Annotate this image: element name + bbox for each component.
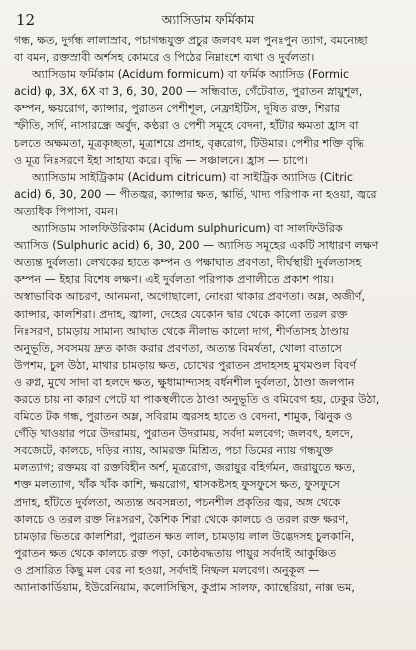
text-line: কম্পন, ক্ষয়রোগ, ক্যান্সার, পুরাতন পেশীশূল, নেফ্রাইটিস, দূষিত রক্ত, শিরার <box>14 102 340 116</box>
text-line: অনুভূতি, সবসময় দ্রুত কাজ করার প্রবণতা, অত্যন্ত বিমর্ষতা, খোলা বাতাসে <box>14 341 342 355</box>
text-line: অত্যন্ত দুর্বলতা। লেখকের হাতে কম্পন ও পক্ষাঘাত প্রবণতা, দীর্ঘস্থায়ী দুর্বলতাসহ <box>14 256 362 270</box>
text-line: অস্বাভাবিক আচরণ, আনমনা, অগোছালো, নোংরা থাকার প্রবণতা। অম্ল, অজীর্ণ, <box>14 290 366 304</box>
entry-formicum-heading: অ্যাসিডাম ফর্মিকাম (Acidum formicum) বা ফর্মিক অ্যাসিড (Formic <box>32 68 350 82</box>
text-line: ও মূত্র নিঃসরণে ইহা সাহায্য করে। বৃদ্ধি — সঞ্চালনে। হ্রাস — চাপে। <box>14 153 308 167</box>
text-line: চামড়ার ভিতরে কালশিরা, পুরাতন ক্ষত লাল, চামড়ায় লাল উদ্ভেদসহ চুলকানি, <box>14 529 355 543</box>
text-line: স্ফীতি, সর্দি, নাসারন্ধ্রে অর্বুদ, কণ্ঠরা ও পেশী সমূহে বেদনা, হাঁটার ক্ষমতা হ্রাস বা <box>14 119 359 133</box>
text-line: acid) φ, 3X, 6X বা 3, 6, 30, 200 — সন্ধিবাত, গেঁটেবাত, পুরাতন স্নায়ুশূল, <box>14 85 363 99</box>
text-line: অ্যানাকার্ডিয়াম, ইউরেনিয়াম, কলোসিন্থিস, কুপ্রাম সালফ, ক্যান্থেরিয়া, নাক্স ভম, <box>14 581 355 594</box>
text-line: মলত্যাগ; রক্তময় বা রক্তবিহীন অর্শ, মূত্ররোগ, জরায়ুর বহির্গমন, জরায়ুতে ক্ষত, <box>14 461 356 475</box>
body-text <box>14 32 402 596</box>
text-line: ক্যান্সার, কালশিরা। প্রদাহ, জ্বালা, দেহের যেকোন দ্বার থেকে কালো তরল রক্ত <box>14 307 348 321</box>
text-line: কম্পন — ইহার বিশেষ লক্ষণ। এই দুর্বলতা পরিপাক প্রণালীতে প্রকাশ পায়। <box>14 273 334 287</box>
page-number: 12 <box>16 11 36 29</box>
text-line: পুরাতন ক্ষত থেকে কালচে রক্ত পড়া, কোষ্ঠবদ্ধতায় পায়ুর সর্বদাই আকুঞ্চিত <box>14 546 337 560</box>
text-line: শক্ত মলত্যাগ, খাঁক খাঁক কাশি, ক্ষয়রোগ, শ্বাসকষ্টসহ ফুসফুসে ক্ষত, ফুসফুসে <box>14 478 340 492</box>
entry-citricum-heading: অ্যাসিডাম সাইট্রিকাম (Acidum citricum) বা সাইট্রিক অ্যাসিড (Citric <box>32 170 353 184</box>
text-line: অ্যাসিড (Sulphuric acid) 6, 30, 200 — অ্যাসিড সমূহের একটি সাধারণ লক্ষণ <box>14 239 379 253</box>
page-header <box>14 10 402 30</box>
text-line: চলতে অক্ষমতা, মূত্রকৃচ্ছতা, মূত্রাশয়ে প্রদাহ, বৃক্করোগ, টিউমার। পেশীর শক্তি বৃদ্ধি <box>14 136 365 150</box>
text-line: অত্যধিক পিপাসা, বমন। <box>14 204 118 218</box>
entry-sulphuricum-heading: অ্যাসিডাম সালফিউরিকাম (Acidum sulphuricum) বা সালফিউরিক <box>32 222 343 236</box>
text-line: প্রদাহ, হাঁটতে দুর্বলতা, অত্যন্ত অবসন্নতা, পচনশীল প্রকৃতির জ্বর, অঙ্গ থেকে <box>14 495 341 509</box>
text-line: গেঁড়ি খাওয়ার পরে উদরাময়, পুরাতন উদরাময়, সর্বদা মলবেগ; জলবৎ, হলদে, <box>14 427 354 441</box>
text-line: সবজেটে, কালচে, দড়ির ন্যায়, আমরক্ত মিশ্রিত, পচা ডিমের ন্যায় গন্ধযুক্ত <box>14 444 334 458</box>
text-line: ও রুগ্ন, মুখে সাদা বা হলদে ক্ষত, ক্ষুধামান্দ্যসহ বর্ধনশীল দুর্বলতা, ঠাণ্ডা জলপান <box>14 375 355 389</box>
text-line: ও প্রসারিত কিছু মল বের না হওয়া, সর্বদাই নিষ্ফল মলবেগ। অনুকূল — <box>14 563 320 577</box>
text-line: নিঃসরণ, চামড়ায় সামান্য আঘাত থেকে নীলাভ কালো দাগ, শীর্ণতাসহ ঠাণ্ডায় <box>14 324 349 338</box>
text-line: গন্ধ, ক্ষত, দুর্গন্ধ লালাস্রাব, পচাগন্ধযুক্ত প্রচুর জলবৎ মল পুনঃপুন ত্যাগ, বমনেচ্ছা <box>14 34 368 47</box>
text-line: বমিতে টক গন্ধ, পুরাতন অম্ল, সবিরাম জ্বরসহ হাতে ও বেদনা, শামুক, ঝিনুক ও <box>14 410 353 424</box>
running-title: অ্যাসিডাম ফর্মিকাম <box>161 12 255 27</box>
text-line: বা বমন, রক্তস্রাবী অর্শসহ কোমরে ও পিঠের নিম্নাংশে ব্যথা ও দুর্বলতা। <box>14 51 315 65</box>
text-line: করতে চায় না কারণ পেটে যা পাকস্থলীতে ঠাণ্ডা অনুভূতি ও বমিবেগ হয়, ঢেকুর উঠা, <box>14 392 380 406</box>
text-line: acid) 6, 30, 200 — পীতজ্বর, ক্যান্সার ক্ষত, স্কার্ভি, খাদ্য পরিপাক না হওয়া, জ্বরে <box>14 187 377 201</box>
text-line: উপশম, চুল উঠা, মাথার চামড়ায় ক্ষত, চোখের পুরাতন প্রদাহসহ মুখমণ্ডল বিবর্ণ <box>14 358 357 372</box>
text-line: কালচে ও তরল রক্ত নিঃসরণ, কৈশিক শিরা থেকে কালচে ও তরল রক্ত ক্ষরণ, <box>14 512 349 526</box>
